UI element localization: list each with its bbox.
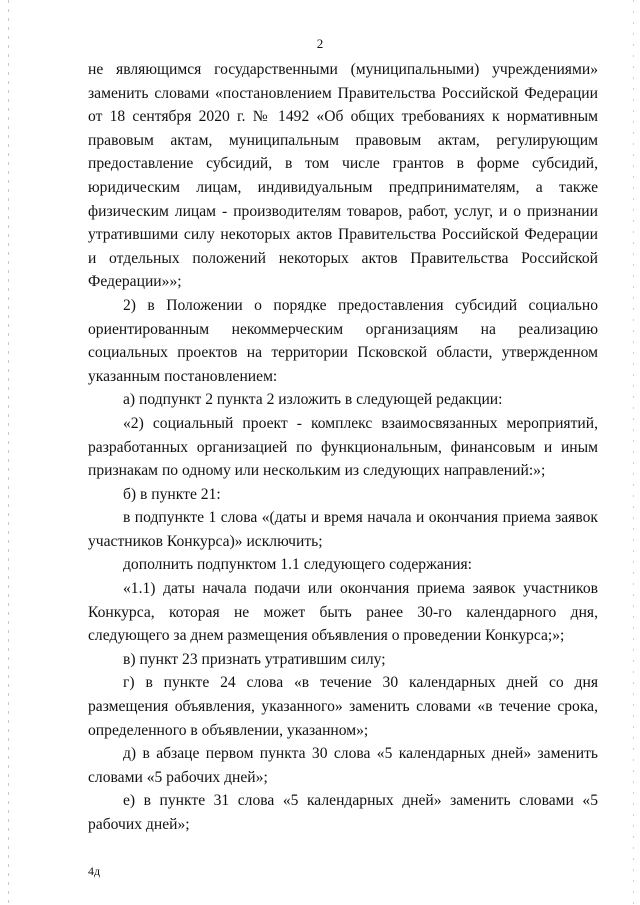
paragraph-add-subpoint: дополнить подпунктом 1.1 следующего содержания: [123,556,472,574]
page-number: 2 [316,36,324,51]
paragraph-subitem-d: д) в абзаце первом пункта 30 слова «5 календарных дней» заменить словами «5 рабочих дней»; [88,745,598,786]
scan-edge-left [8,0,9,905]
paragraph-quote-social-project: «2) социальный проект - комплекс взаимосвязанных мероприятий, разработанных организацией по функциональным, финансовым и иным признакам по одному или нескольким из следующих направлений:»; [88,414,598,480]
paragraph-item-2: 2) в Положении о порядке предоставления субсидий социально ориентированным некоммерческим организациям на реализацию социальных проектов на территории Псковской области, утвержденном указанным постановлением: [88,296,598,385]
paragraph-quote-1-1: «1.1) даты начала подачи или окончания приема заявок участников Конкурса, которая не может быть ранее 30-го календарного дня, следующего за днем размещения объявления о проведении Конкурса;»; [88,580,598,645]
scan-edge-right [633,0,634,905]
paragraph-continuation: не являющимся государственными (муниципальными) учреждениями» заменить словами «постановлением Правительства Российской Федерации от 18 сентября 2020 г. № 1492 «Об общих требованиях к нормативным правовым актам, муниципальным правовым актам, регулирующим предоставление субсидий, в том числе грантов в форме субсидий, юридическим лицам, индивидуальным предпринимателям, а также физическим лицам - производителям товаров, работ, услуг, и о признании утратившими силу некоторых актов Правительства Российской Федерации и отдельных положений некоторых актов Правительства Российской Федерации»»; [88,61,598,291]
paragraph-subitem-v: в) пункт 23 признать утратившим силу; [123,650,386,668]
paragraph-subpoint-1: в подпункте 1 слова «(даты и время начала и окончания приема заявок участников Конкурса)» исключить; [88,509,598,550]
paragraph-subitem-g: г) в пункте 24 слова «в течение 30 календарных дней со дня размещения объявления, указанного» заменить словами «в течение срока, определенного в объявлении, указанном»; [88,674,598,739]
paragraph-subitem-b: б) в пункте 21: [123,485,221,503]
document-body [88,58,598,837]
footer-code: 4д [88,864,101,878]
paragraph-subitem-a: а) подпункт 2 пункта 2 изложить в следующей редакции: [123,391,503,409]
paragraph-subitem-e: е) в пункте 31 слова «5 календарных дней» заменить словами «5 рабочих дней»; [88,792,598,833]
